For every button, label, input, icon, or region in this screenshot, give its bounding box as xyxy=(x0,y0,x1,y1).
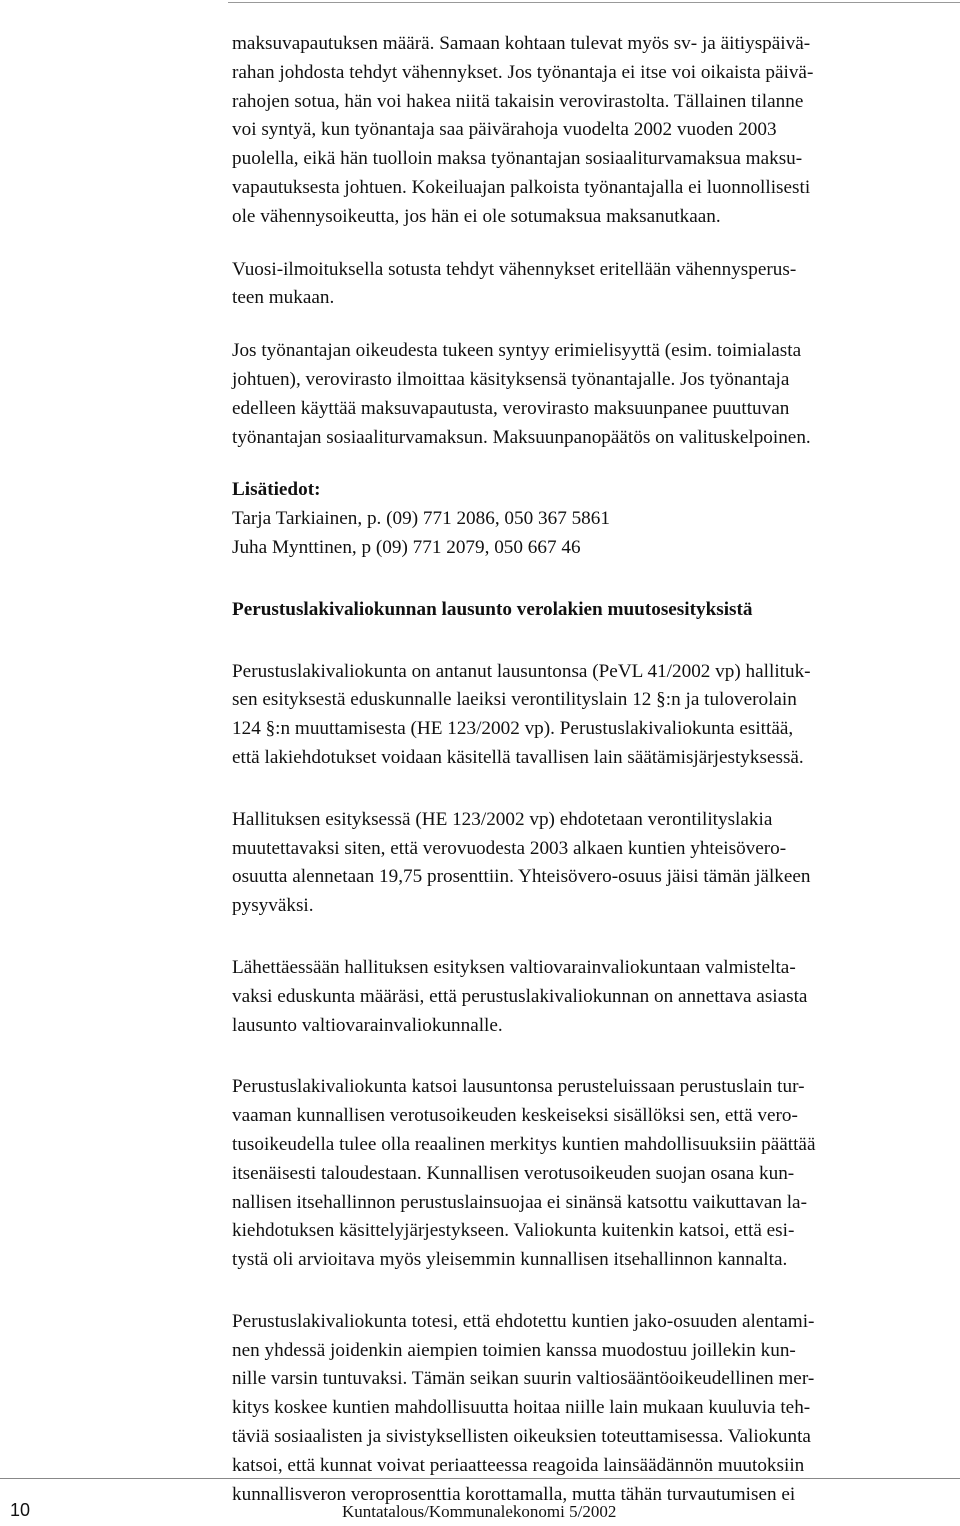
contact-line: Tarja Tarkiainen, p. (09) 771 2086, 050 367 5861 xyxy=(232,508,610,530)
paragraph-5 xyxy=(232,806,956,921)
text-line: nen yhdessä joidenkin aiempien toimien kanssa muodostuu joillekin kun- xyxy=(232,1339,796,1361)
paragraph-gap xyxy=(232,773,956,806)
text-line: 124 §:n muuttamisesta (HE 123/2002 vp). Perustuslakivaliokunta esittää, xyxy=(232,718,794,740)
section-heading: Perustuslakivaliokunnan lausunto verolakien muutosesityksistä xyxy=(232,598,753,620)
page-number: 10 xyxy=(10,1500,31,1520)
text-line: Perustuslakivaliokunta katsoi lausuntonsa perusteluissaan perustuslain tur- xyxy=(232,1076,805,1098)
text-line: rahojen sotua, hän voi hakea niitä takaisin verovirastolta. Tällainen tilanne xyxy=(232,90,804,112)
text-line: itsenäisesti taloudestaan. Kunnallisen verotusoikeuden suojan osana kun- xyxy=(232,1162,795,1184)
paragraph-gap xyxy=(232,1040,956,1073)
text-line: osuutta alennetaan 19,75 prosenttiin. Yhteisövero-osuus jäisi tämän jälkeen xyxy=(232,866,811,888)
text-line: Lähettäessään hallituksen esityksen valtiovarainvaliokuntaan valmistelta- xyxy=(232,956,796,978)
text-line: puolella, eikä hän tuolloin maksa työnantajan sosiaaliturvamaksua maksu- xyxy=(232,148,803,170)
text-line: teen mukaan. xyxy=(232,287,335,309)
text-line: Perustuslakivaliokunta on antanut lausuntonsa (PeVL 41/2002 vp) hallituk- xyxy=(232,660,811,682)
paragraph-gap xyxy=(232,625,956,658)
text-line: lausunto valtiovarainvaliokunnalle. xyxy=(232,1014,503,1036)
paragraph-gap xyxy=(232,313,956,337)
paragraph-3 xyxy=(232,337,956,452)
text-line: voi syntyä, kun työnantaja saa päivärahoja vuodelta 2002 vuoden 2003 xyxy=(232,119,777,141)
paragraph-6 xyxy=(232,954,956,1040)
paragraph-gap xyxy=(232,921,956,954)
paragraph-7 xyxy=(232,1073,956,1275)
text-line: muutettavaksi siten, että verovuodesta 2003 alkaen kuntien yhteisövero- xyxy=(232,837,787,859)
paragraph-1 xyxy=(232,30,956,232)
footer-rule xyxy=(0,1478,960,1479)
text-line: nille varsin tuntuvaksi. Tämän seikan suurin valtiosääntöoikeudellinen mer- xyxy=(232,1368,815,1390)
page-footer xyxy=(0,1478,960,1526)
info-heading: Lisätiedot: xyxy=(232,479,321,501)
text-line: työnantajan sosiaaliturvamaksun. Maksuunpanopäätös on valituskelpoinen. xyxy=(232,426,811,448)
text-line: kitys koskee kuntien mahdollisuutta hoitaa niille lain mukaan kuuluvia teh- xyxy=(232,1397,811,1419)
text-line: rahan johdosta tehdyt vähennykset. Jos työnantaja ei itse voi oikaista päivä- xyxy=(232,61,814,83)
text-line: Perustuslakivaliokunta totesi, että ehdotettu kuntien jako-osuuden alentami- xyxy=(232,1310,815,1332)
text-line: Jos työnantajan oikeudesta tukeen syntyy erimielisyyttä (esim. toimialasta xyxy=(232,340,802,362)
text-line: edelleen käyttää maksuvapautusta, verovirasto maksuunpanee puuttuvan xyxy=(232,397,790,419)
text-line: vaksi eduskunta määräsi, että perustuslakivaliokunnan on annettava asiasta xyxy=(232,985,808,1007)
text-line: johtuen), verovirasto ilmoittaa käsityksensä työnantajalle. Jos työnantaja xyxy=(232,368,790,390)
text-line: täviä sosiaalisten ja sivistyksellisten oikeuksien toteuttamisessa. Valiokunta xyxy=(232,1426,811,1448)
info-block xyxy=(232,476,956,562)
text-line: katsoi, että kunnat voivat periaatteessa reagoida lainsäädännön muutoksiin xyxy=(232,1454,805,1476)
section-heading-block xyxy=(232,596,956,625)
paragraph-2 xyxy=(232,256,956,314)
text-line: sen esityksestä eduskunnalle laeiksi verontilityslain 12 §:n ja tuloverolain xyxy=(232,689,797,711)
text-line: maksuvapautuksen määrä. Samaan kohtaan tulevat myös sv- ja äitiyspäivä- xyxy=(232,33,811,54)
text-line: Hallituksen esityksessä (HE 123/2002 vp) ehdotetaan verontilityslakia xyxy=(232,808,773,830)
text-line: kiehdotuksen käsittelyjärjestykseen. Valiokunta kuitenkin katsoi, että esi- xyxy=(232,1220,795,1242)
text-line: ole vähennysoikeutta, jos hän ei ole sotumaksua maksanutkaan. xyxy=(232,205,721,227)
contact-line: Juha Mynttinen, p (09) 771 2079, 050 667 46 xyxy=(232,536,581,558)
text-line: vapautuksesta johtuen. Kokeiluajan palkoista työnantajalla ei luonnollisesti xyxy=(232,176,811,198)
journal-title: Kuntatalous/Kommunalekonomi 5/2002 xyxy=(342,1502,617,1521)
paragraph-gap xyxy=(232,1275,956,1308)
text-line: pysyväksi. xyxy=(232,895,314,917)
paragraph-gap xyxy=(232,452,956,476)
text-line: kunnallisveron veroprosenttia korottamalla, mutta tähän turvautumisen ei xyxy=(232,1483,796,1505)
paragraph-gap xyxy=(232,563,956,596)
text-line: tusoikeudella tulee olla reaalinen merkitys kuntien mahdollisuuksiin päättää xyxy=(232,1133,816,1155)
paragraph-gap xyxy=(232,232,956,256)
text-line: vaaman kunnallisen verotusoikeuden keskeiseksi sisällöksi sen, että vero- xyxy=(232,1105,798,1127)
document-body xyxy=(232,30,956,1509)
text-line: nallisen itsehallinnon perustuslainsuojaa ei sinänsä katsottu vaikuttavan la- xyxy=(232,1191,807,1213)
text-line: Vuosi-ilmoituksella sotusta tehdyt vähennykset eritellään vähennysperus- xyxy=(232,258,797,280)
text-line: tystä oli arvioitava myös yleisemmin kunnallisen itsehallinnon kannalta. xyxy=(232,1249,788,1271)
paragraph-4 xyxy=(232,658,956,773)
text-line: että lakiehdotukset voidaan käsitellä tavallisen lain säätämisjärjestyksessä. xyxy=(232,746,804,768)
top-rule xyxy=(228,2,960,3)
